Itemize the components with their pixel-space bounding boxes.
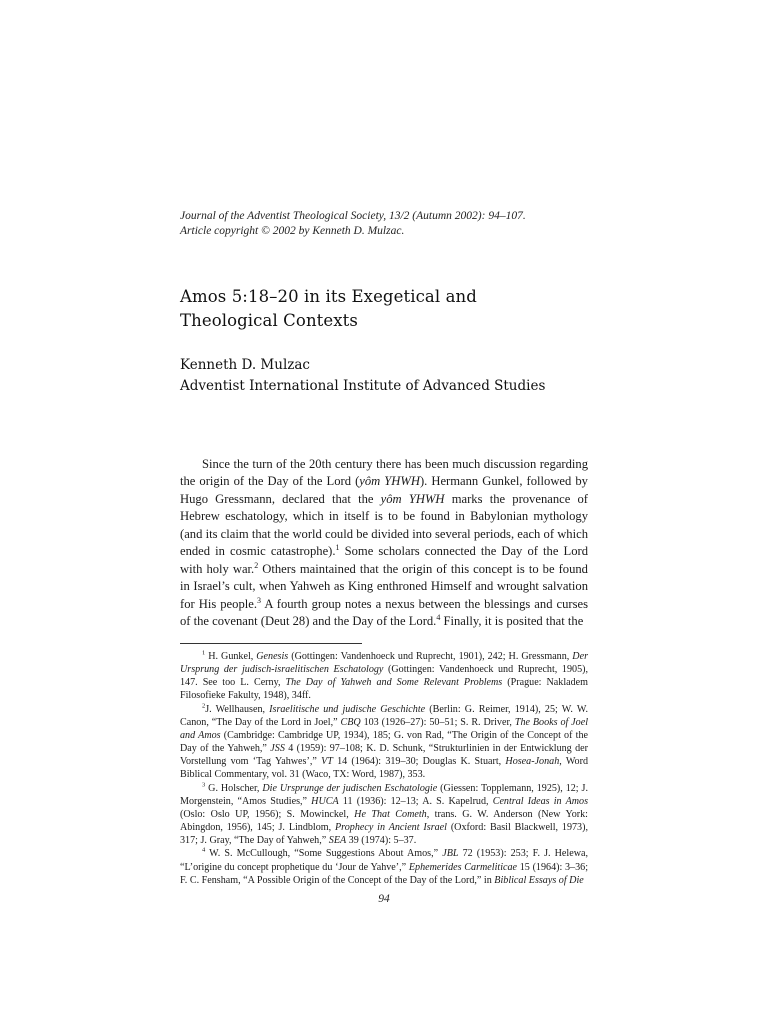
body-text-segment: A fourth group notes a nexus between the blessings and curses of the covenant (Deut 28) and the Day of the Lord. [180,596,588,629]
footnote-text: W. S. McCullough, “Some Suggestions About Amos,” [205,848,443,860]
footnote-italic-text: The Books of Joel and Amos [180,716,588,741]
footnote-text: (Cambridge: Cambridge UP, 1934), 185; G. von Rad, “The Origin of the Concept of the Day of the Yahweh,” [180,729,588,755]
body-text-segment: ). Hermann Gunkel, followed by Hugo Gressmann, declared that the [180,474,588,506]
footnote-text: 103 (1926–27): 50–51; S. R. Driver, [360,716,515,728]
footnote-italic-text: Central Ideas in Amos [492,795,588,807]
copyright-line: Article copyright © 2002 by Kenneth D. Mulzac. [180,225,405,237]
footnote-text: (Giessen: Topplemann, 1925), 12; J. Morgenstein, “Amos Studies,” [180,782,588,807]
footnote-italic-text: Der Ursprung der judisch-israelitischen Eschatology [180,651,588,676]
footnote-3 [180,782,588,848]
footnote-2 [180,703,588,782]
footnote-ref-2[interactable]: 2 [254,560,259,570]
page-number: 94 [378,893,390,905]
footnote-text: J. Wellhausen, [205,703,270,715]
author-block [180,355,620,397]
footnote-ref-1[interactable]: 1 [335,543,340,553]
footnote-text: 72 (1953): 253; F. J. Helewa, “L’origine du concept prophetique du ‘Jour de Yahve’,” [180,848,588,873]
footnote-text: 14 (1964): 319–30; Douglas K. Stuart, [332,756,506,768]
footnote-1 [180,650,588,703]
footnote-italic-text: HUCA [311,795,339,807]
footnote-italic-text: VT [321,756,333,768]
footnote-number: 3 [202,781,206,789]
footnote-text: , trans. G. W. Anderson (New York: Abingdon, 1956), 145; J. Lindblom, [180,808,588,834]
footnote-italic-text: Ephemerides Carmeliticae [408,861,518,873]
footnote-text: H. Gunkel, [205,651,257,662]
journal-citation [180,209,600,239]
body-text-segment: marks the provenance of Hebrew eschatology, which in itself is to be found in Babylonian mythology (and its claim that the world could be divided into several periods, each of which ended in cosmic catastrophe). [180,491,588,559]
footnote-text: G. Holscher, [205,782,263,794]
footnote-italic-text: Biblical Essays of Die [494,874,584,886]
footnote-text: 15 (1964): 3–36; F. C. Fensham, “A Possible Origin of the Concept of the Day of the Lord,” in [180,861,588,886]
body-text-segment: Since the turn of the 20th century there has been much discussion regarding the origin of the Day of the Lord ( [180,457,588,489]
author-affiliation: Adventist International Institute of Advanced Studies [180,378,546,394]
footnote-divider [180,643,362,644]
footnote-italic-text: The Day of Yahweh and Some Relevant Problems [285,677,503,689]
article-title [180,285,600,333]
footnote-text: (Gottingen: Vandenhoeck und Ruprecht, 1901), 242; H. Gressmann, [288,651,573,662]
footnote-text: (Gottingen: Vandenhoeck und Ruprecht, 1905), 147. See too L. Cerny, [180,664,589,689]
footnote-italic-text: Genesis [256,651,289,662]
footnote-italic-text: SEA [328,835,347,847]
footnote-text: 11 (1936): 12–13; A. S. Kapelrud, [338,795,493,807]
footnote-italic-text: He That Cometh [354,808,427,820]
footnote-italic-text: Prophecy in Ancient Israel [335,822,447,834]
body-text [180,456,588,631]
body-text-segment: Some scholars connected the Day of the Lord with holy war. [180,544,588,576]
footnote-italic-text: Hosea-Jonah [505,756,560,768]
footnote-italic-text: Israelitische und judische Geschichte [269,703,426,715]
footnote-text: (Prague: Nakladem Filosofieke Fakulty, 1948), 34ff. [180,677,588,702]
title-line-1: Amos 5:18–20 in its Exegetical and [180,287,477,306]
footnote-text: (Oslo: Oslo UP, 1956); S. Mowinckel, [180,808,355,820]
paragraph-1 [180,456,588,631]
footnote-text: 39 (1974): 5–37. [346,835,417,847]
term-yom-yhwh: yôm YHWH [380,491,445,506]
footnote-italic-text: Die Ursprunge der judischen Eschatologie [262,782,438,794]
footnote-number: 4 [202,846,206,854]
footnote-4 [180,847,588,886]
footnotes [180,650,588,887]
footnote-text: (Oxford: Basil Blackwell, 1973), 317; J. Gray, “The Day of Yahweh,” [180,822,588,847]
footnote-number: 1 [202,649,206,657]
footnote-italic-text: CBQ [340,716,361,728]
journal-line: Journal of the Adventist Theological Society, 13/2 (Autumn 2002): 94–107. [180,210,526,222]
footnote-text: (Berlin: G. Reimer, 1914), 25; W. W. Canon, “The Day of the Lord in Joel,” [180,703,588,728]
body-text-segment: Finally, it is posited that the [440,614,584,629]
term-yom-yhwh: yôm YHWH [359,474,420,489]
footnote-italic-text: JSS [270,743,285,755]
footnote-number: 2 [202,702,206,710]
author-name: Kenneth D. Mulzac [180,357,310,373]
body-text-segment: Others maintained that the origin of this concept is to be found in Israel’s cult, when Yahweh as King enthroned Himself and wrought salvation for His people. [180,561,588,611]
footnote-ref-3[interactable]: 3 [256,595,261,605]
title-line-2: Theological Contexts [180,311,358,330]
footnote-text: 4 (1959): 97–108; K. D. Schunk, “Strukturlinien in der Entwicklung der Vorstellung vom ‘Tag Yahwes’,” [180,743,588,768]
footnote-ref-4[interactable]: 4 [436,612,441,622]
footnote-italic-text: JBL [442,848,459,860]
footnote-text: , Word Biblical Commentary, vol. 31 (Waco, TX: Word, 1987), 353. [180,756,588,781]
